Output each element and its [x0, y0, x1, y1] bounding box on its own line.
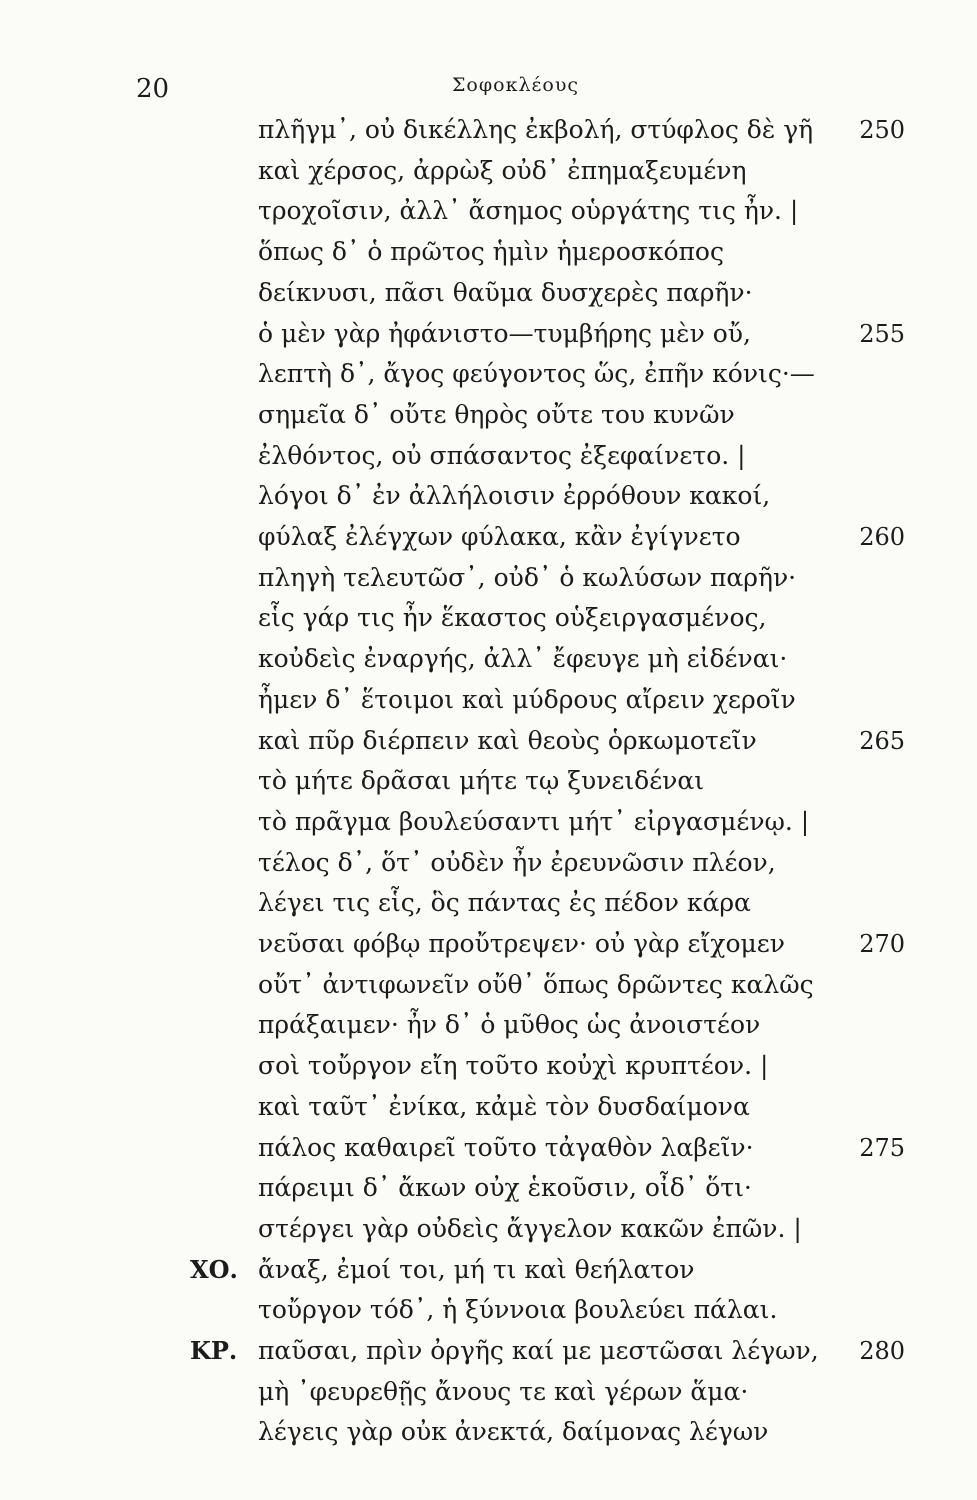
verse-line: τὸ μήτε δρᾶσαι μήτε τῳ ξυνειδέναι [258, 766, 705, 795]
verse-line: τὸ πρᾶγμα βουλεύσαντι μήτ᾽ εἰργασμένῳ. | [258, 807, 810, 836]
line-number: 275 [859, 1134, 905, 1162]
line-number: 265 [859, 727, 905, 755]
verse-line: καὶ χέρσος, ἀρρὼξ οὐδ᾽ ἐπημαξευμένη [258, 156, 747, 185]
verse-line: ὅπως δ᾽ ὁ πρῶτος ἡμὶν ἡμεροσκόπος [258, 237, 724, 266]
verse-line: παῦσαι, πρὶν ὀργῆς καί με μεστῶσαι λέγων, [258, 1336, 819, 1365]
line-number: 255 [859, 320, 905, 348]
verse-line: τροχοῖσιν, ἀλλ᾽ ἄσημος οὑργάτης τις ἦν. | [258, 196, 799, 225]
line-number: 250 [859, 116, 905, 144]
verse-line: ὁ μὲν γὰρ ἠφάνιστο—τυμβήρης μὲν οὔ, [258, 319, 751, 348]
speaker-label-creon: ΚΡ. [190, 1336, 238, 1365]
verse-line: νεῦσαι φόβῳ προὔτρεψεν· οὐ γὰρ εἴχομεν [258, 929, 785, 958]
verse-line: εἷς γάρ τις ἦν ἕκαστος οὑξειργασμένος, [258, 603, 767, 632]
verse-line: ἦμεν δ᾽ ἕτοιμοι καὶ μύδρους αἴρειν χεροῖν [258, 685, 796, 714]
verse-line: πάρειμι δ᾽ ἄκων οὐχ ἑκοῦσιν, οἶδ᾽ ὅτι· [258, 1173, 752, 1202]
verse-line: πράξαιμεν· ἦν δ᾽ ὁ μῦθος ὡς ἀνοιστέον [258, 1010, 761, 1039]
line-number: 280 [859, 1337, 905, 1365]
verse-line: καὶ ταῦτ᾽ ἐνίκα, κἀμὲ τὸν δυσδαίμονα [258, 1092, 750, 1121]
verse-line: καὶ πῦρ διέρπειν καὶ θεοὺς ὁρκωμοτεῖν [258, 726, 757, 755]
verse-line: δείκνυσι, πᾶσι θαῦμα δυσχερὲς παρῆν· [258, 278, 753, 307]
verse-line: πλῆγμ᾽, οὐ δικέλλης ἐκβολή, στύφλος δὲ γῆ [258, 115, 814, 144]
verse-line: ἐλθόντος, οὐ σπάσαντος ἐξεφαίνετο. | [258, 441, 746, 470]
running-title: Σοφοκλέους [452, 74, 580, 96]
verse-line: σοὶ τοὔργον εἴη τοῦτο κοὐχὶ κρυπτέον. | [258, 1051, 769, 1080]
verse-line: τέλος δ᾽, ὅτ᾽ οὐδὲν ἦν ἐρευνῶσιν πλέον, [258, 848, 776, 877]
verse-line: πάλος καθαιρεῖ τοῦτο τἀγαθὸν λαβεῖν· [258, 1133, 754, 1162]
verse-line: λέγεις γὰρ οὐκ ἀνεκτά, δαίμονας λέγων [258, 1417, 769, 1446]
page-number: 20 [136, 74, 170, 104]
verse-line: τοὔργον τόδ᾽, ἡ ξύννοια βουλεύει πάλαι. [258, 1295, 778, 1324]
verse-line: λεπτὴ δ᾽, ἄγος φεύγοντος ὥς, ἐπῆν κόνις·— [258, 359, 815, 388]
verse-line: ἄναξ, ἐμοί τοι, μή τι καὶ θεήλατον [258, 1255, 695, 1284]
verse-line: πληγὴ τελευτῶσ᾽, οὐδ᾽ ὁ κωλύσων παρῆν· [258, 563, 797, 592]
speaker-label-chorus: ΧΟ. [190, 1255, 238, 1284]
verse-line: μὴ ᾽φευρεθῇς ἄνους τε καὶ γέρων ἅμα· [258, 1377, 749, 1406]
verse-line: σημεῖα δ᾽ οὔτε θηρὸς οὔτε του κυνῶν [258, 400, 735, 429]
verse-line: οὔτ᾽ ἀντιφωνεῖν οὔθ᾽ ὅπως δρῶντες καλῶς [258, 970, 814, 999]
verse-line: κοὐδεὶς ἐναργής, ἀλλ᾽ ἔφευγε μὴ εἰδέναι· [258, 644, 788, 673]
verse-line: στέργει γὰρ οὐδεὶς ἄγγελον κακῶν ἐπῶν. | [258, 1214, 802, 1243]
verse-line: λόγοι δ᾽ ἐν ἀλλήλοισιν ἐρρόθουν κακοί, [258, 481, 771, 510]
line-number: 260 [859, 523, 905, 551]
verse-line: λέγει τις εἷς, ὃς πάντας ἐς πέδον κάρα [258, 888, 751, 917]
verse-line: φύλαξ ἐλέγχων φύλακα, κἂν ἐγίγνετο [258, 522, 741, 551]
line-number: 270 [859, 930, 905, 958]
